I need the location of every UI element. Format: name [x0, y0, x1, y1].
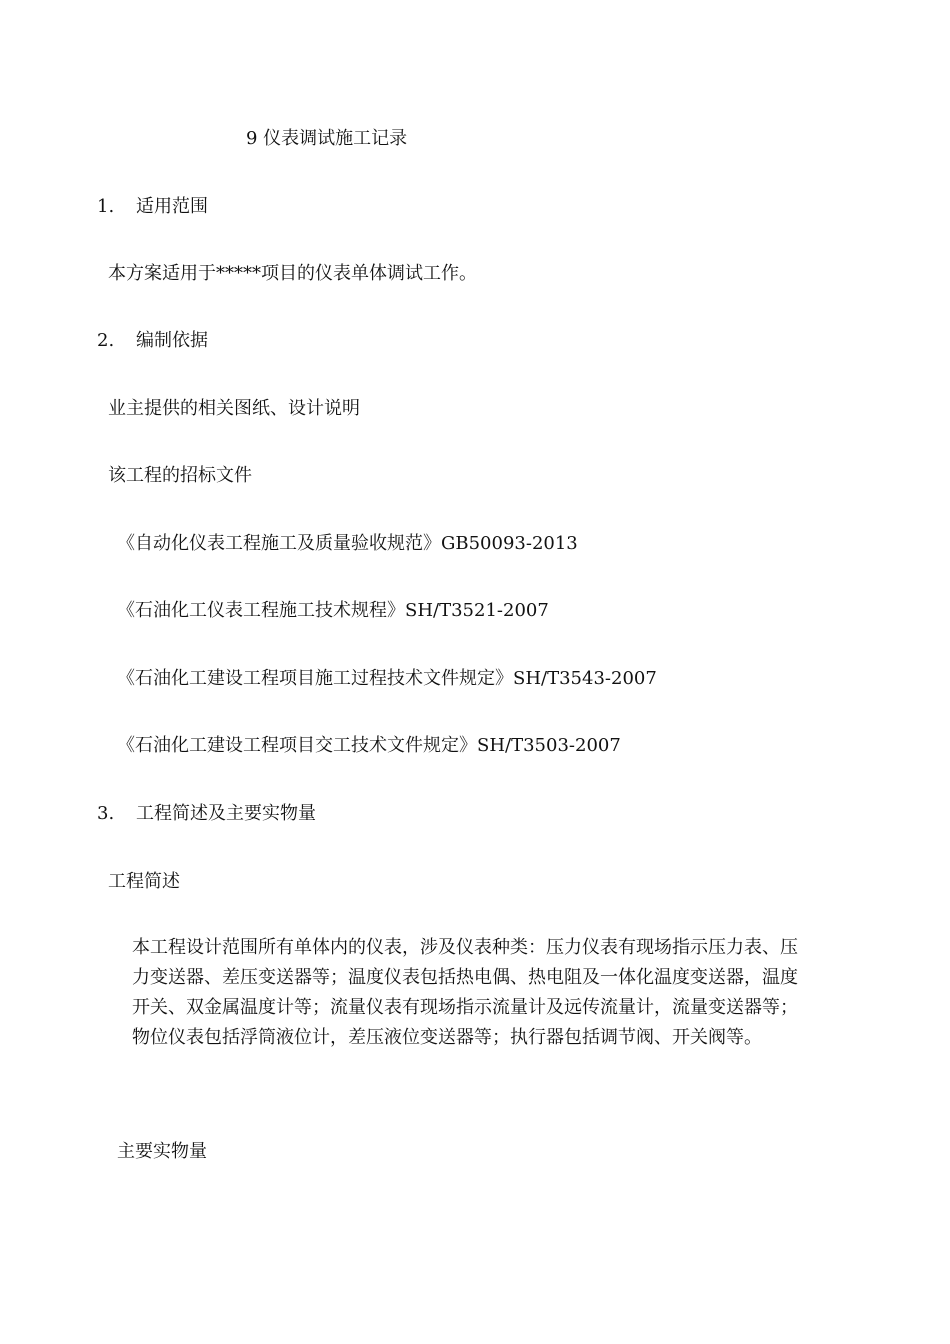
- reference-item: 《自动化仪表工程施工及质量验收规范》GB50093-2013: [117, 533, 578, 554]
- project-description-paragraph: [132, 933, 847, 1053]
- section-2-heading: 编制依据: [136, 330, 208, 351]
- reference-item: 《石油化工建设工程项目施工过程技术文件规定》SH/T3543-2007: [117, 668, 657, 689]
- section-2-number: 2.: [97, 330, 115, 351]
- reference-item: 《石油化工建设工程项目交工技术文件规定》SH/T3503-2007: [117, 735, 621, 756]
- section-1-body-line: 本方案适用于*****项目的仪表单体调试工作。: [108, 263, 477, 284]
- subsection-heading: 工程简述: [108, 871, 180, 892]
- section-1-number: 1.: [97, 196, 115, 217]
- paragraph-line: 本工程设计范围所有单体内的仪表，涉及仪表种类：压力仪表有现场指示压力表、压: [132, 937, 798, 958]
- section-3-number: 3.: [97, 803, 115, 824]
- section-2-body-line: 该工程的招标文件: [108, 465, 252, 486]
- section-3-heading: 工程简述及主要实物量: [136, 803, 316, 824]
- document-title: 9 仪表调试施工记录: [246, 128, 408, 149]
- section-2-body-line: 业主提供的相关图纸、设计说明: [108, 398, 360, 419]
- paragraph-line: 力变送器、差压变送器等；温度仪表包括热电偶、热电阻及一体化温度变送器，温度: [132, 967, 798, 988]
- subsection-heading: 主要实物量: [117, 1141, 207, 1162]
- section-1-heading: 适用范围: [136, 196, 208, 217]
- paragraph-line: 物位仪表包括浮筒液位计，差压液位变送器等；执行器包括调节阀、开关阀等。: [132, 1027, 762, 1048]
- paragraph-line: 开关、双金属温度计等；流量仪表有现场指示流量计及远传流量计，流量变送器等；: [132, 997, 798, 1018]
- reference-item: 《石油化工仪表工程施工技术规程》SH/T3521-2007: [117, 600, 549, 621]
